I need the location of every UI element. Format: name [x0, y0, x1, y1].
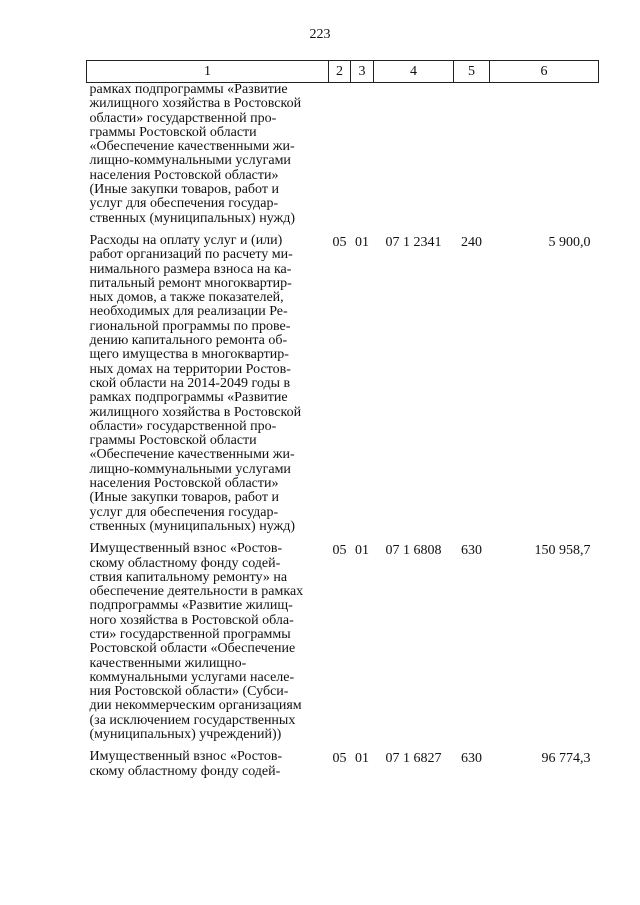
subsection-code: [351, 83, 374, 226]
target-article-code: [374, 83, 454, 226]
page-number: 223: [309, 27, 331, 42]
description-line: населения Ростовской области»: [89, 476, 279, 492]
row-description: [87, 226, 329, 534]
description-line: ской области на 2014-2049 годы в: [89, 375, 291, 391]
description-line: скому областному фонду содей-: [89, 763, 281, 779]
description-line: лищно-коммунальными услугами: [89, 461, 291, 477]
description-line: (Иные закупки товаров, работ и: [89, 490, 279, 506]
target-article-code: 07 1 2341: [385, 234, 442, 250]
description-line: рамках подпрограммы «Развитие: [89, 82, 288, 97]
description-line: питальный ремонт многоквартир-: [89, 275, 292, 291]
expense-type-code: 240: [461, 234, 482, 250]
column-header: 1: [87, 61, 329, 83]
row-description: [87, 742, 329, 779]
description-line: обеспечение деятельности в рамках: [89, 584, 304, 600]
column-header: 6: [490, 61, 599, 83]
description-line: области» государственной про-: [89, 110, 277, 126]
target-article-code: 07 1 6808: [385, 543, 442, 559]
description-line: ного хозяйства в Ростовской обла-: [89, 612, 294, 628]
description-line: услуг для обеспечения государ-: [89, 504, 279, 520]
table-body: [87, 83, 599, 779]
description-line: ствия капитальному ремонту» на: [89, 569, 288, 585]
description-line: услуг для обеспечения государ-: [89, 196, 279, 212]
target-article-code: 07 1 6827: [385, 751, 442, 767]
column-header: 2: [329, 61, 351, 83]
description-line: рамках подпрограммы «Развитие: [89, 390, 288, 406]
description-line: дии некоммерческим организациям: [89, 698, 302, 714]
description-line: сти» государственной программы: [89, 626, 291, 642]
amount-value: [490, 83, 599, 226]
description-line: дению капитального ремонта об-: [89, 333, 288, 349]
description-line: «Обеспечение качественными жи-: [89, 447, 295, 463]
description-line: Имущественный взнос «Ростов-: [89, 749, 283, 765]
expense-type-code: 630: [461, 543, 482, 559]
description-line: лищно-коммунальными услугами: [89, 153, 291, 169]
amount-value: 5 900,0: [548, 234, 591, 250]
description-line: необходимых для реализации Ре-: [89, 304, 288, 320]
description-line: граммы Ростовской области: [89, 124, 257, 140]
column-header: 5: [454, 61, 490, 83]
description-line: ственных (муниципальных) нужд): [89, 518, 295, 534]
expense-type-code: 630: [461, 751, 482, 767]
description-line: (за исключением государственных: [89, 712, 296, 728]
description-line: (Иные закупки товаров, работ и: [89, 182, 279, 198]
table-row: [87, 226, 599, 534]
description-line: коммунальными услугами населе-: [89, 669, 295, 685]
subsection-code: 01: [355, 751, 369, 767]
section-code: 05: [332, 751, 347, 767]
section-code: 05: [332, 543, 347, 559]
description-line: гиональной программы по прове-: [89, 318, 291, 334]
description-line: жилищного хозяйства в Ростовской: [89, 96, 302, 112]
description-line: Расходы на оплату услуг и (или): [89, 232, 283, 248]
description-line: жилищного хозяйства в Ростовской: [89, 404, 302, 420]
expense-type-code: [454, 83, 490, 226]
description-line: области» государственной про-: [89, 418, 277, 434]
description-line: (муниципальных) учреждений)): [89, 727, 282, 743]
amount-value: 96 774,3: [541, 751, 591, 767]
table-row: [87, 742, 599, 779]
description-line: Имущественный взнос «Ростов-: [89, 541, 283, 557]
description-line: работ организаций по расчету ми-: [89, 247, 293, 263]
description-line: ственных (муниципальных) нужд): [89, 210, 295, 226]
subsection-code: 01: [355, 234, 369, 250]
description-line: подпрограммы «Развитие жилищ-: [89, 598, 293, 614]
amount-value: 150 958,7: [534, 543, 591, 559]
column-header: 3: [351, 61, 374, 83]
row-description: [87, 83, 329, 226]
description-line: ния Ростовской области» (Субси-: [89, 684, 289, 700]
table-row: [87, 534, 599, 742]
row-description: [87, 534, 329, 742]
description-line: скому областному фонду содей-: [89, 555, 281, 571]
description-line: щего имущества в многоквартир-: [89, 347, 289, 363]
description-line: качественными жилищно-: [89, 655, 247, 671]
header-row: [87, 61, 599, 83]
budget-table: [86, 60, 599, 779]
description-line: ных домах на территории Ростов-: [89, 361, 291, 377]
description-line: нимального размера взноса на ка-: [89, 261, 292, 277]
description-line: Ростовской области «Обеспечение: [89, 641, 296, 657]
description-line: граммы Ростовской области: [89, 433, 257, 449]
table-header: [87, 61, 599, 83]
section-code: 05: [332, 234, 347, 250]
description-line: населения Ростовской области»: [89, 167, 279, 183]
description-line: ных домов, а также показателей,: [89, 290, 284, 306]
table-row: [87, 83, 599, 226]
section-code: [329, 83, 351, 226]
subsection-code: 01: [355, 543, 369, 559]
column-header: 4: [374, 61, 454, 83]
description-line: «Обеспечение качественными жи-: [89, 139, 295, 155]
